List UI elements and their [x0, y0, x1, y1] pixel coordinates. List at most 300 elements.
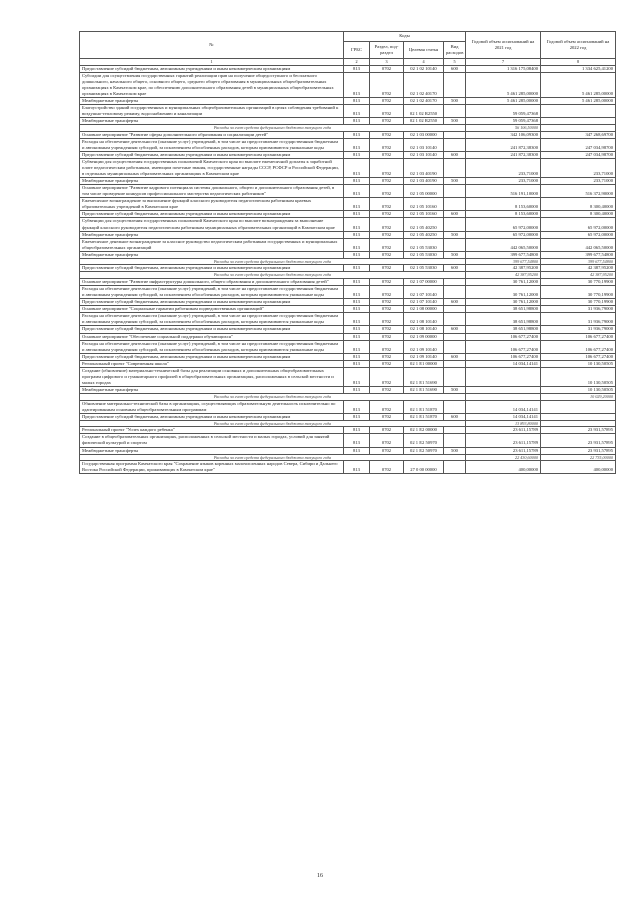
table-row [80, 97, 616, 104]
expense-name-cell: Предоставление субсидий бюджетным, автономным учреждениям и иным некоммерческим организациям [80, 299, 344, 306]
amount-2021-cell: 23 611,15789 [466, 434, 541, 447]
table-row [80, 158, 616, 177]
grbs-code-cell: 813 [344, 185, 370, 198]
expense-type-cell [444, 185, 466, 198]
target-article-cell: 02 1 08 00000 [404, 306, 444, 313]
amount-2022-cell: 399 677,54800 [541, 258, 616, 265]
amount-2021-cell: 23 611,15789 [466, 427, 541, 434]
razdel-code-cell: 0702 [370, 238, 404, 251]
expense-name-cell: Расходы на обеспечение деятельности (оказание услуг) учреждений, в том числе на предоставление государственным бюджетным и автономным учреждениям субсидий, за исключением обособленных расходов, которым присваиваются уникальные коды [80, 138, 344, 151]
amount-2021-cell: 106 677,27400 [466, 333, 541, 340]
target-article-cell: 02 1 05 53030 [404, 251, 444, 258]
razdel-code-cell: 0702 [370, 340, 404, 353]
table-row [80, 461, 616, 474]
razdel-code-cell: 0702 [370, 427, 404, 434]
amount-2021-cell: 516 191,10000 [466, 185, 541, 198]
amount-2022-cell: 106 677,27400 [541, 340, 616, 353]
expense-type-cell [444, 434, 466, 447]
grbs-code-cell: 813 [344, 286, 370, 299]
expense-type-cell: 500 [444, 118, 466, 125]
target-article-cell: 02 1 07 10140 [404, 286, 444, 299]
table-row [80, 118, 616, 125]
amount-2022-cell: 31 936,79000 [541, 306, 616, 313]
amount-2021-cell: 42 387,95200 [466, 272, 541, 279]
expense-name-cell: Межбюджетные трансферты [80, 97, 344, 104]
grbs-code-cell: 813 [344, 367, 370, 386]
amount-2022-cell: 399 677,54800 [541, 251, 616, 258]
grbs-code-cell: 813 [344, 387, 370, 394]
target-article-cell: 02 1 03 00000 [404, 131, 444, 138]
expense-type-cell [444, 131, 466, 138]
razdel-code-cell: 0702 [370, 218, 404, 231]
razdel-code-cell: 0702 [370, 158, 404, 177]
expense-name-cell: Предоставление субсидий бюджетным, автономным учреждениям и иным некоммерческим организациям [80, 211, 344, 218]
grbs-code-cell: 813 [344, 313, 370, 326]
amount-2022-cell: 106 677,27400 [541, 353, 616, 360]
amount-2021-cell: 38 651,98800 [466, 313, 541, 326]
amount-2021-cell: 342 106,09300 [466, 131, 541, 138]
target-article-cell: 02 1 05 10160 [404, 211, 444, 218]
target-article-cell: 02 1 E2 00000 [404, 427, 444, 434]
expense-name-cell: Основное мероприятие "Обеспечение социальной поддержки обучающихся" [80, 333, 344, 340]
expense-name-cell: Расходы на обеспечение деятельности (оказание услуг) учреждений, в том числе на предоставление государственным бюджетным и автономным учреждениям субсидий, за исключением обособленных расходов, которым присваиваются уникальные коды [80, 286, 344, 299]
razdel-code-cell: 0702 [370, 286, 404, 299]
amount-2022-cell [541, 413, 616, 420]
expense-type-cell [444, 427, 466, 434]
grbs-code-cell: 813 [344, 360, 370, 367]
razdel-code-cell: 0702 [370, 118, 404, 125]
grbs-code-cell: 813 [344, 434, 370, 447]
expense-type-cell [444, 333, 466, 340]
table-row [80, 387, 616, 394]
target-article-cell: 02 1 02 10140 [404, 65, 444, 72]
amount-2021-cell: 233,71000 [466, 178, 541, 185]
amount-2021-cell: 14 034,14141 [466, 413, 541, 420]
table-row [80, 360, 616, 367]
razdel-code-cell: 0702 [370, 185, 404, 198]
razdel-code-cell: 0702 [370, 306, 404, 313]
table-row [80, 238, 616, 251]
razdel-code-cell: 0702 [370, 251, 404, 258]
amount-2022-cell: 442 065,50000 [541, 238, 616, 251]
target-article-cell: 02 1 09 10140 [404, 353, 444, 360]
table-row [80, 353, 616, 360]
expense-name-cell: Основное мероприятие "Развитие сферы дополнительного образования и социализации детей" [80, 131, 344, 138]
expense-type-cell: 600 [444, 151, 466, 158]
amount-2021-cell: 106 677,27400 [466, 353, 541, 360]
expense-type-cell [444, 158, 466, 177]
razdel-code-cell: 0702 [370, 299, 404, 306]
table-row [80, 326, 616, 333]
amount-2021-cell: 14 034,14141 [466, 360, 541, 367]
amount-2021-cell: 400,00000 [466, 461, 541, 474]
expense-name-cell: Межбюджетные трансферты [80, 251, 344, 258]
expense-name-cell: Региональный проект "Успех каждого ребенка" [80, 427, 344, 434]
amount-2021-cell: 241 872,38300 [466, 138, 541, 151]
header-num: № [80, 32, 344, 59]
table-row [80, 447, 616, 454]
column-number-2-3: 2 [344, 59, 370, 66]
expense-name-cell: Региональный проект "Современная школа" [80, 360, 344, 367]
razdel-code-cell: 0702 [370, 313, 404, 326]
expense-type-cell [444, 400, 466, 413]
amount-2021-cell: 442 065,50000 [466, 238, 541, 251]
expense-type-cell: 600 [444, 265, 466, 272]
table-row [80, 65, 616, 72]
amount-2021-cell: 42 387,95200 [466, 265, 541, 272]
expense-type-cell [444, 461, 466, 474]
razdel-code-cell: 0702 [370, 413, 404, 420]
expense-type-cell [444, 313, 466, 326]
column-number-7: 7 [466, 59, 541, 66]
table-row [80, 265, 616, 272]
target-article-cell: 02 1 E2 50970 [404, 434, 444, 447]
expense-type-cell [444, 198, 466, 211]
budget-table [79, 31, 616, 474]
target-article-cell: 02 1 E1 51690 [404, 387, 444, 394]
razdel-code-cell: 0702 [370, 447, 404, 454]
amount-2022-cell: 23 931,57895 [541, 447, 616, 454]
target-article-cell: 02 1 05 00000 [404, 185, 444, 198]
amount-2021-cell: 399 677,54800 [466, 251, 541, 258]
amount-2022-cell: 516 372,90000 [541, 185, 616, 198]
expense-type-cell [444, 340, 466, 353]
table-row [80, 151, 616, 158]
grbs-code-cell: 813 [344, 97, 370, 104]
amount-2022-cell: 30 770,19900 [541, 299, 616, 306]
razdel-code-cell: 0702 [370, 65, 404, 72]
table-row [80, 313, 616, 326]
amount-2021-cell: 59 059,47368 [466, 104, 541, 117]
razdel-code-cell: 0702 [370, 104, 404, 117]
expense-name-cell: Обновление материально-технической базы в организациях, осуществляющих образовательную деятельность исключительно по адаптированным основным общеобразовательным программам [80, 400, 344, 413]
razdel-code-cell: 0702 [370, 178, 404, 185]
target-article-cell: 02 1 05 40250 [404, 231, 444, 238]
expense-type-cell [444, 306, 466, 313]
target-article-cell: 02 1 E1 00000 [404, 360, 444, 367]
expense-type-cell: 600 [444, 299, 466, 306]
table-row [80, 138, 616, 151]
table-row [80, 299, 616, 306]
grbs-code-cell: 813 [344, 65, 370, 72]
header-amount-2021: Годовой объем ассигнований на 2021 год [466, 32, 541, 59]
amount-2022-cell [541, 118, 616, 125]
grbs-code-cell: 813 [344, 251, 370, 258]
amount-2022-cell: 5 461 285,00000 [541, 72, 616, 97]
target-article-cell: 02 1 03 10140 [404, 138, 444, 151]
razdel-code-cell: 0702 [370, 434, 404, 447]
expense-name-cell: Межбюджетные трансферты [80, 118, 344, 125]
grbs-code-cell: 813 [344, 231, 370, 238]
table-row [80, 413, 616, 420]
funding-source-label: Расходы за счет средств федерального бюджета текущего года [80, 272, 466, 279]
grbs-code-cell: 813 [344, 138, 370, 151]
amount-2022-cell: 8 300,40000 [541, 198, 616, 211]
table-row [80, 367, 616, 386]
expense-type-cell: 600 [444, 65, 466, 72]
amount-2021-cell: 38 651,98800 [466, 306, 541, 313]
expense-name-cell: Расходы на обеспечение деятельности (оказание услуг) учреждений, в том числе на предоставление государственным бюджетным и автономным учреждениям субсидий, за исключением обособленных расходов, которым присваиваются уникальные коды [80, 340, 344, 353]
column-number-4: 4 [404, 59, 444, 66]
expense-name-cell: Межбюджетные трансферты [80, 178, 344, 185]
expense-name-cell: Создание в общеобразовательных организациях, расположенных в сельской местности и малых городах, условий для занятий физической культурой и спортом [80, 434, 344, 447]
razdel-code-cell: 0702 [370, 198, 404, 211]
grbs-code-cell: 813 [344, 279, 370, 286]
target-article-cell: 02 1 08 10140 [404, 313, 444, 326]
column-number-8: 8 [541, 59, 616, 66]
razdel-code-cell: 0702 [370, 97, 404, 104]
expense-type-cell [444, 360, 466, 367]
grbs-code-cell: 813 [344, 238, 370, 251]
razdel-code-cell: 0702 [370, 387, 404, 394]
amount-2022-cell: 30 770,19900 [541, 286, 616, 299]
razdel-code-cell: 0702 [370, 138, 404, 151]
target-article-cell: 02 1 02 R2550 [404, 118, 444, 125]
amount-2021-cell: 399 677,54800 [466, 258, 541, 265]
amount-2021-cell: 65 972,00000 [466, 231, 541, 238]
grbs-code-cell: 813 [344, 461, 370, 474]
grbs-code-cell: 813 [344, 353, 370, 360]
target-article-cell: 02 1 09 10140 [404, 340, 444, 353]
target-article-cell: 02 1 E1 51870 [404, 400, 444, 413]
amount-2022-cell: 5 461 285,00000 [541, 97, 616, 104]
target-article-cell: 02 1 02 40170 [404, 97, 444, 104]
table-row [80, 185, 616, 198]
table-row [80, 178, 616, 185]
amount-2022-cell: 10 130,50505 [541, 387, 616, 394]
expense-name-cell: Ежемесячное вознаграждение за выполнение функций классного руководителя педагогическим работникам краевых образовательных учреждений в Камчатском крае [80, 198, 344, 211]
header-razdel: Раздел, под-раздел [370, 42, 404, 59]
target-article-cell: 02 1 E2 50970 [404, 447, 444, 454]
funding-source-label: Расходы за счет средств федерального бюджета текущего года [80, 258, 466, 265]
target-article-cell: 02 1 09 00000 [404, 333, 444, 340]
grbs-code-cell: 813 [344, 72, 370, 97]
expense-type-cell [444, 279, 466, 286]
amount-2021-cell: 23 611,15789 [466, 447, 541, 454]
table-row [80, 434, 616, 447]
amount-2021-cell: 30 761,12000 [466, 299, 541, 306]
amount-2022-cell: 233,71000 [541, 158, 616, 177]
amount-2022-cell: 10 130,50505 [541, 360, 616, 367]
grbs-code-cell: 813 [344, 400, 370, 413]
amount-2022-cell: 233,71000 [541, 178, 616, 185]
expense-type-cell: 500 [444, 387, 466, 394]
header-amount-2022: Годовой объем ассигнований на 2022 год [541, 32, 616, 59]
razdel-code-cell: 0702 [370, 211, 404, 218]
expense-type-cell [444, 238, 466, 251]
grbs-code-cell: 813 [344, 413, 370, 420]
amount-2021-cell [466, 387, 541, 394]
target-article-cell: 02 1 03 40190 [404, 178, 444, 185]
grbs-code-cell: 813 [344, 299, 370, 306]
amount-2022-cell: 106 677,27400 [541, 333, 616, 340]
expense-type-cell: 600 [444, 413, 466, 420]
grbs-code-cell: 813 [344, 265, 370, 272]
amount-2021-cell: 59 059,47368 [466, 118, 541, 125]
razdel-code-cell: 0702 [370, 333, 404, 340]
amount-2022-cell: 22 735,00000 [541, 454, 616, 461]
expense-type-cell: 600 [444, 326, 466, 333]
expense-name-cell: Предоставление субсидий бюджетным, автономным учреждениям и иным некоммерческим организациям [80, 65, 344, 72]
razdel-code-cell: 0702 [370, 151, 404, 158]
razdel-code-cell: 0702 [370, 231, 404, 238]
grbs-code-cell: 813 [344, 198, 370, 211]
amount-2022-cell: 400,00000 [541, 461, 616, 474]
grbs-code-cell: 813 [344, 333, 370, 340]
razdel-code-cell: 0702 [370, 360, 404, 367]
razdel-code-cell: 0702 [370, 279, 404, 286]
amount-2022-cell [541, 104, 616, 117]
grbs-code-cell: 813 [344, 326, 370, 333]
expense-type-cell: 600 [444, 353, 466, 360]
grbs-code-cell: 813 [344, 158, 370, 177]
razdel-code-cell: 0702 [370, 400, 404, 413]
table-body [80, 65, 616, 474]
expense-name-cell: Субсидии для осуществления государственных гарантий реализации прав на получение общедоступного и бесплатного дошкольного, начального общего, основного общего, среднего общего образования в муниципальных общеобразовательных организациях в Камчатском крае, по обеспечению дополнительного образования детей в муниципальных общеобразовательных организациях в Камчатском крае [80, 72, 344, 97]
amount-2021-cell: 56 106,50000 [466, 125, 541, 132]
expense-name-cell: Межбюджетные трансферты [80, 231, 344, 238]
amount-2021-cell: 22 430,60000 [466, 454, 541, 461]
razdel-code-cell: 0702 [370, 131, 404, 138]
amount-2022-cell: 1 334 625,41200 [541, 65, 616, 72]
amount-2021-cell [466, 367, 541, 386]
column-number-3: 3 [370, 59, 404, 66]
grbs-code-cell: 813 [344, 178, 370, 185]
grbs-code-cell: 813 [344, 211, 370, 218]
grbs-code-cell: 813 [344, 340, 370, 353]
amount-2022-cell: 65 972,00000 [541, 218, 616, 231]
grbs-code-cell: 813 [344, 427, 370, 434]
amount-2021-cell: 38 651,98800 [466, 326, 541, 333]
expense-type-cell [444, 367, 466, 386]
razdel-code-cell: 0702 [370, 72, 404, 97]
funding-source-label: Расходы за счет средств федерального бюджета текущего года [80, 394, 466, 401]
target-article-cell: 02 1 07 10140 [404, 299, 444, 306]
table-row [80, 211, 616, 218]
header-codes: Коды [344, 32, 466, 42]
column-number-1: 1 [80, 59, 344, 66]
amount-2021-cell: 5 461 285,00000 [466, 97, 541, 104]
target-article-cell: 02 1 05 40250 [404, 218, 444, 231]
table-row [80, 427, 616, 434]
amount-2022-cell: 30 770,19900 [541, 279, 616, 286]
grbs-code-cell: 813 [344, 447, 370, 454]
amount-2022-cell: 65 972,00000 [541, 231, 616, 238]
grbs-code-cell: 813 [344, 104, 370, 117]
grbs-code-cell: 813 [344, 218, 370, 231]
target-article-cell: 02 1 02 R2550 [404, 104, 444, 117]
razdel-code-cell: 0702 [370, 367, 404, 386]
expense-type-cell [444, 72, 466, 97]
table-row [80, 131, 616, 138]
amount-2022-cell: 247 034,98700 [541, 138, 616, 151]
amount-2021-cell: 233,71000 [466, 158, 541, 177]
amount-2022-cell: 42 387,95200 [541, 272, 616, 279]
grbs-code-cell: 813 [344, 306, 370, 313]
grbs-code-cell: 813 [344, 118, 370, 125]
table-row [80, 231, 616, 238]
razdel-code-cell: 0702 [370, 461, 404, 474]
razdel-code-cell: 0702 [370, 353, 404, 360]
amount-2022-cell: 8 300,40000 [541, 211, 616, 218]
amount-2021-cell: 13 893,80000 [466, 420, 541, 427]
amount-2021-cell: 8 153,60000 [466, 198, 541, 211]
amount-2021-cell: 30 761,12000 [466, 279, 541, 286]
table-row [80, 251, 616, 258]
target-article-cell: 02 1 E1 51690 [404, 367, 444, 386]
target-article-cell: 02 1 05 53030 [404, 265, 444, 272]
amount-2022-cell: 247 034,98700 [541, 151, 616, 158]
amount-2021-cell: 241 872,38300 [466, 151, 541, 158]
target-article-cell: 02 1 07 00000 [404, 279, 444, 286]
expense-name-cell: Предоставление субсидий бюджетным, автономным учреждениям и иным некоммерческим организациям [80, 353, 344, 360]
target-article-cell: 02 1 08 10140 [404, 326, 444, 333]
table-row [80, 333, 616, 340]
target-article-cell: 02 1 05 53030 [404, 238, 444, 251]
expense-name-cell: Субвенции для осуществления государственных полномочий Камчатского края по выплате ежемесячной доплаты к заработной плате педагогическим работникам, имеющим почетные звания, государственные награды СССР, РСФСР и Российской Федерации, в отдельных муниципальных образовательных организациях в Камчатском крае [80, 158, 344, 177]
expense-name-cell: Межбюджетные трансферты [80, 387, 344, 394]
amount-2021-cell: 30 761,12000 [466, 286, 541, 299]
expense-name-cell: Предоставление субсидий бюджетным, автономным учреждениям и иным некоммерческим организациям [80, 326, 344, 333]
expense-type-cell [444, 218, 466, 231]
expense-type-cell: 600 [444, 211, 466, 218]
header-grbs: ГРБС [344, 42, 370, 59]
table-row [80, 400, 616, 413]
table-row [80, 218, 616, 231]
grbs-code-cell: 813 [344, 151, 370, 158]
expense-type-cell: 500 [444, 97, 466, 104]
razdel-code-cell: 0702 [370, 326, 404, 333]
expense-name-cell: Государственная программа Камчатского края "Сохранение языков коренных малочисленных народов Севера, Сибири и Дальнего Востока Российской Федерации, проживающих в Камчатском крае" [80, 461, 344, 474]
expense-name-cell: Основное мероприятие "Социальные гарантии работникам подведомственных организаций" [80, 306, 344, 313]
amount-2022-cell: 10 130,50505 [541, 367, 616, 386]
amount-2022-cell: 42 387,95200 [541, 265, 616, 272]
target-article-cell: 27 0 00 00000 [404, 461, 444, 474]
amount-2021-cell: 14 034,14141 [466, 400, 541, 413]
expense-type-cell [444, 286, 466, 299]
table-row [80, 104, 616, 117]
expense-name-cell: Расходы на обеспечение деятельности (оказание услуг) учреждений, в том числе на предоставление государственным бюджетным и автономным учреждениям субсидий, за исключением обособленных расходов, которым присваиваются уникальные коды [80, 313, 344, 326]
amount-2021-cell: 8 153,60000 [466, 211, 541, 218]
target-article-cell: 02 1 03 10140 [404, 151, 444, 158]
expense-type-cell [444, 104, 466, 117]
expense-name-cell: Субвенции для осуществления государственных полномочий Камчатского края по выплате вознаграждения за выполнение функций классного руководителя педагогическим работникам муниципальных образовательных организаций в Камчатском крае [80, 218, 344, 231]
amount-2021-cell: 1 316 175,08400 [466, 65, 541, 72]
amount-2022-cell: 10 029,20000 [541, 394, 616, 401]
table-row [80, 306, 616, 313]
expense-type-cell: 500 [444, 251, 466, 258]
target-article-cell: 02 1 05 10160 [404, 198, 444, 211]
expense-name-cell: Предоставление субсидий бюджетным, автономным учреждениям и иным некоммерческим организациям [80, 413, 344, 420]
table-row [80, 286, 616, 299]
amount-2022-cell: 31 936,79000 [541, 313, 616, 326]
expense-name-cell: Предоставление субсидий бюджетным, автономным учреждениям и иным некоммерческим организациям [80, 151, 344, 158]
expense-name-cell: Благоустройство зданий государственных и муниципальных общеобразовательных организаций в целях соблюдения требований к воздушно-тепловому режиму, водоснабжению и канализации [80, 104, 344, 117]
expense-name-cell: Межбюджетные трансферты [80, 447, 344, 454]
amount-2022-cell [541, 400, 616, 413]
target-article-cell: 02 1 02 40170 [404, 72, 444, 97]
amount-2021-cell: 106 677,27400 [466, 340, 541, 353]
amount-2021-cell: 65 972,00000 [466, 218, 541, 231]
table-row [80, 340, 616, 353]
amount-2021-cell: 5 461 285,00000 [466, 72, 541, 97]
target-article-cell: 02 1 E1 51870 [404, 413, 444, 420]
page-number: 16 [317, 873, 323, 879]
expense-type-cell [444, 138, 466, 151]
razdel-code-cell: 0702 [370, 265, 404, 272]
expense-name-cell: Основное мероприятие "Развитие кадрового потенциала системы дошкольного, общего и дополнительного образования детей, в том числе проведение конкурсов профессионального мастерства педагогических работников" [80, 185, 344, 198]
expense-type-cell: 500 [444, 447, 466, 454]
